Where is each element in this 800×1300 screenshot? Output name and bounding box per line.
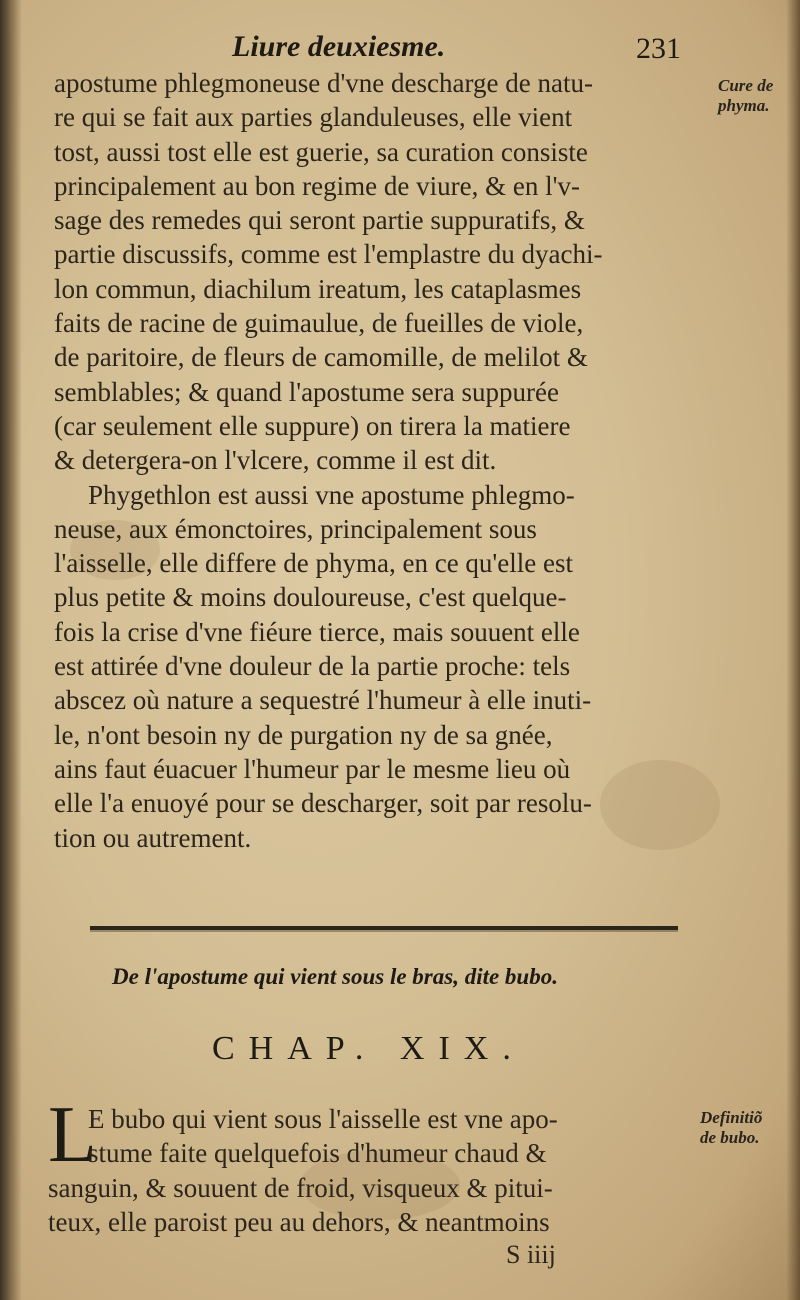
text-line: neuse, aux émonctoires, principalement sous (54, 513, 537, 544)
margin-note-cure (718, 76, 773, 116)
margin-note-line: Definitiõ (700, 1108, 763, 1127)
text-line: plus petite & moins douloureuse, c'est quelque- (54, 582, 567, 613)
running-head: Liure deuxiesme. (232, 30, 446, 63)
text-line: partie discussifs, comme est l'emplastre du dyachi- (54, 239, 603, 270)
text-line: sage des remedes qui seront partie suppuratifs, & (54, 205, 585, 236)
text-line: lon commun, diachilum ireatum, les cataplasmes (54, 273, 582, 304)
margin-note-line: de bubo. (700, 1128, 760, 1147)
margin-note-line: Cure de (718, 76, 774, 95)
text-line: re qui se fait aux parties glanduleuses, elle vient (54, 102, 573, 133)
text-line: elle l'a enuoyé pour se descharger, soit par resolu- (54, 788, 592, 819)
text-line: de paritoire, de fleurs de camomille, de melilot & (54, 342, 588, 373)
text-line: le, n'ont besoin ny de purgation ny de sa gnée, (54, 719, 553, 750)
text-line: abscez où nature a sequestré l'humeur à elle inuti- (54, 685, 592, 716)
text-line: est attirée d'vne douleur de la partie proche: tels (54, 651, 571, 682)
text-line: fois la crise d'vne fiéure tierce, mais souuent elle (54, 616, 580, 647)
text-line: principalement au bon regime de viure, & en l'v- (54, 170, 580, 201)
chapter-heading: De l'apostume qui vient sous le bras, dite bubo. (112, 964, 558, 989)
text-line: & detergera-on l'vlcere, comme il est dit. (54, 445, 497, 476)
text-line: stume faite quelquefois d'humeur chaud & (88, 1138, 547, 1169)
text-line: E bubo qui vient sous l'aisselle est vne apo- (88, 1104, 558, 1134)
text-line: teux, elle paroist peu au dehors, & neantmoins (48, 1206, 550, 1237)
signature-mark: S iiij (506, 1240, 556, 1269)
text-line: faits de racine de guimaulue, de fueilles de viole, (54, 308, 584, 339)
text-line: (car seulement elle suppure) on tirera la matiere (54, 410, 571, 441)
text-line: apostume phlegmoneuse d'vne descharge de natu- (54, 68, 593, 98)
text-line: ains faut éuacuer l'humeur par le mesme lieu où (54, 753, 571, 784)
page-header (0, 30, 800, 70)
margin-note-line: phyma. (718, 96, 770, 115)
margin-note-definition (700, 1108, 762, 1148)
page-number: 231 (636, 32, 681, 65)
text-line: semblables; & quand l'apostume sera suppurée (54, 376, 559, 407)
text-line: sanguin, & souuent de froid, visqueux & pitui- (48, 1172, 553, 1203)
section-rule (90, 926, 678, 930)
chapter-number: CHAP. XIX. (212, 1030, 525, 1067)
text-line: l'aisselle, elle differe de phyma, en ce qu'elle est (54, 548, 574, 579)
body-text (54, 66, 694, 855)
text-line: Phygethlon est aussi vne apostume phlegmo- (88, 479, 575, 510)
chapter-body-text (48, 1091, 698, 1239)
text-line: tost, aussi tost elle est guerie, sa curation consiste (54, 136, 588, 167)
text-line: tion ou autrement. (54, 822, 252, 853)
drop-cap: L (48, 1091, 97, 1179)
